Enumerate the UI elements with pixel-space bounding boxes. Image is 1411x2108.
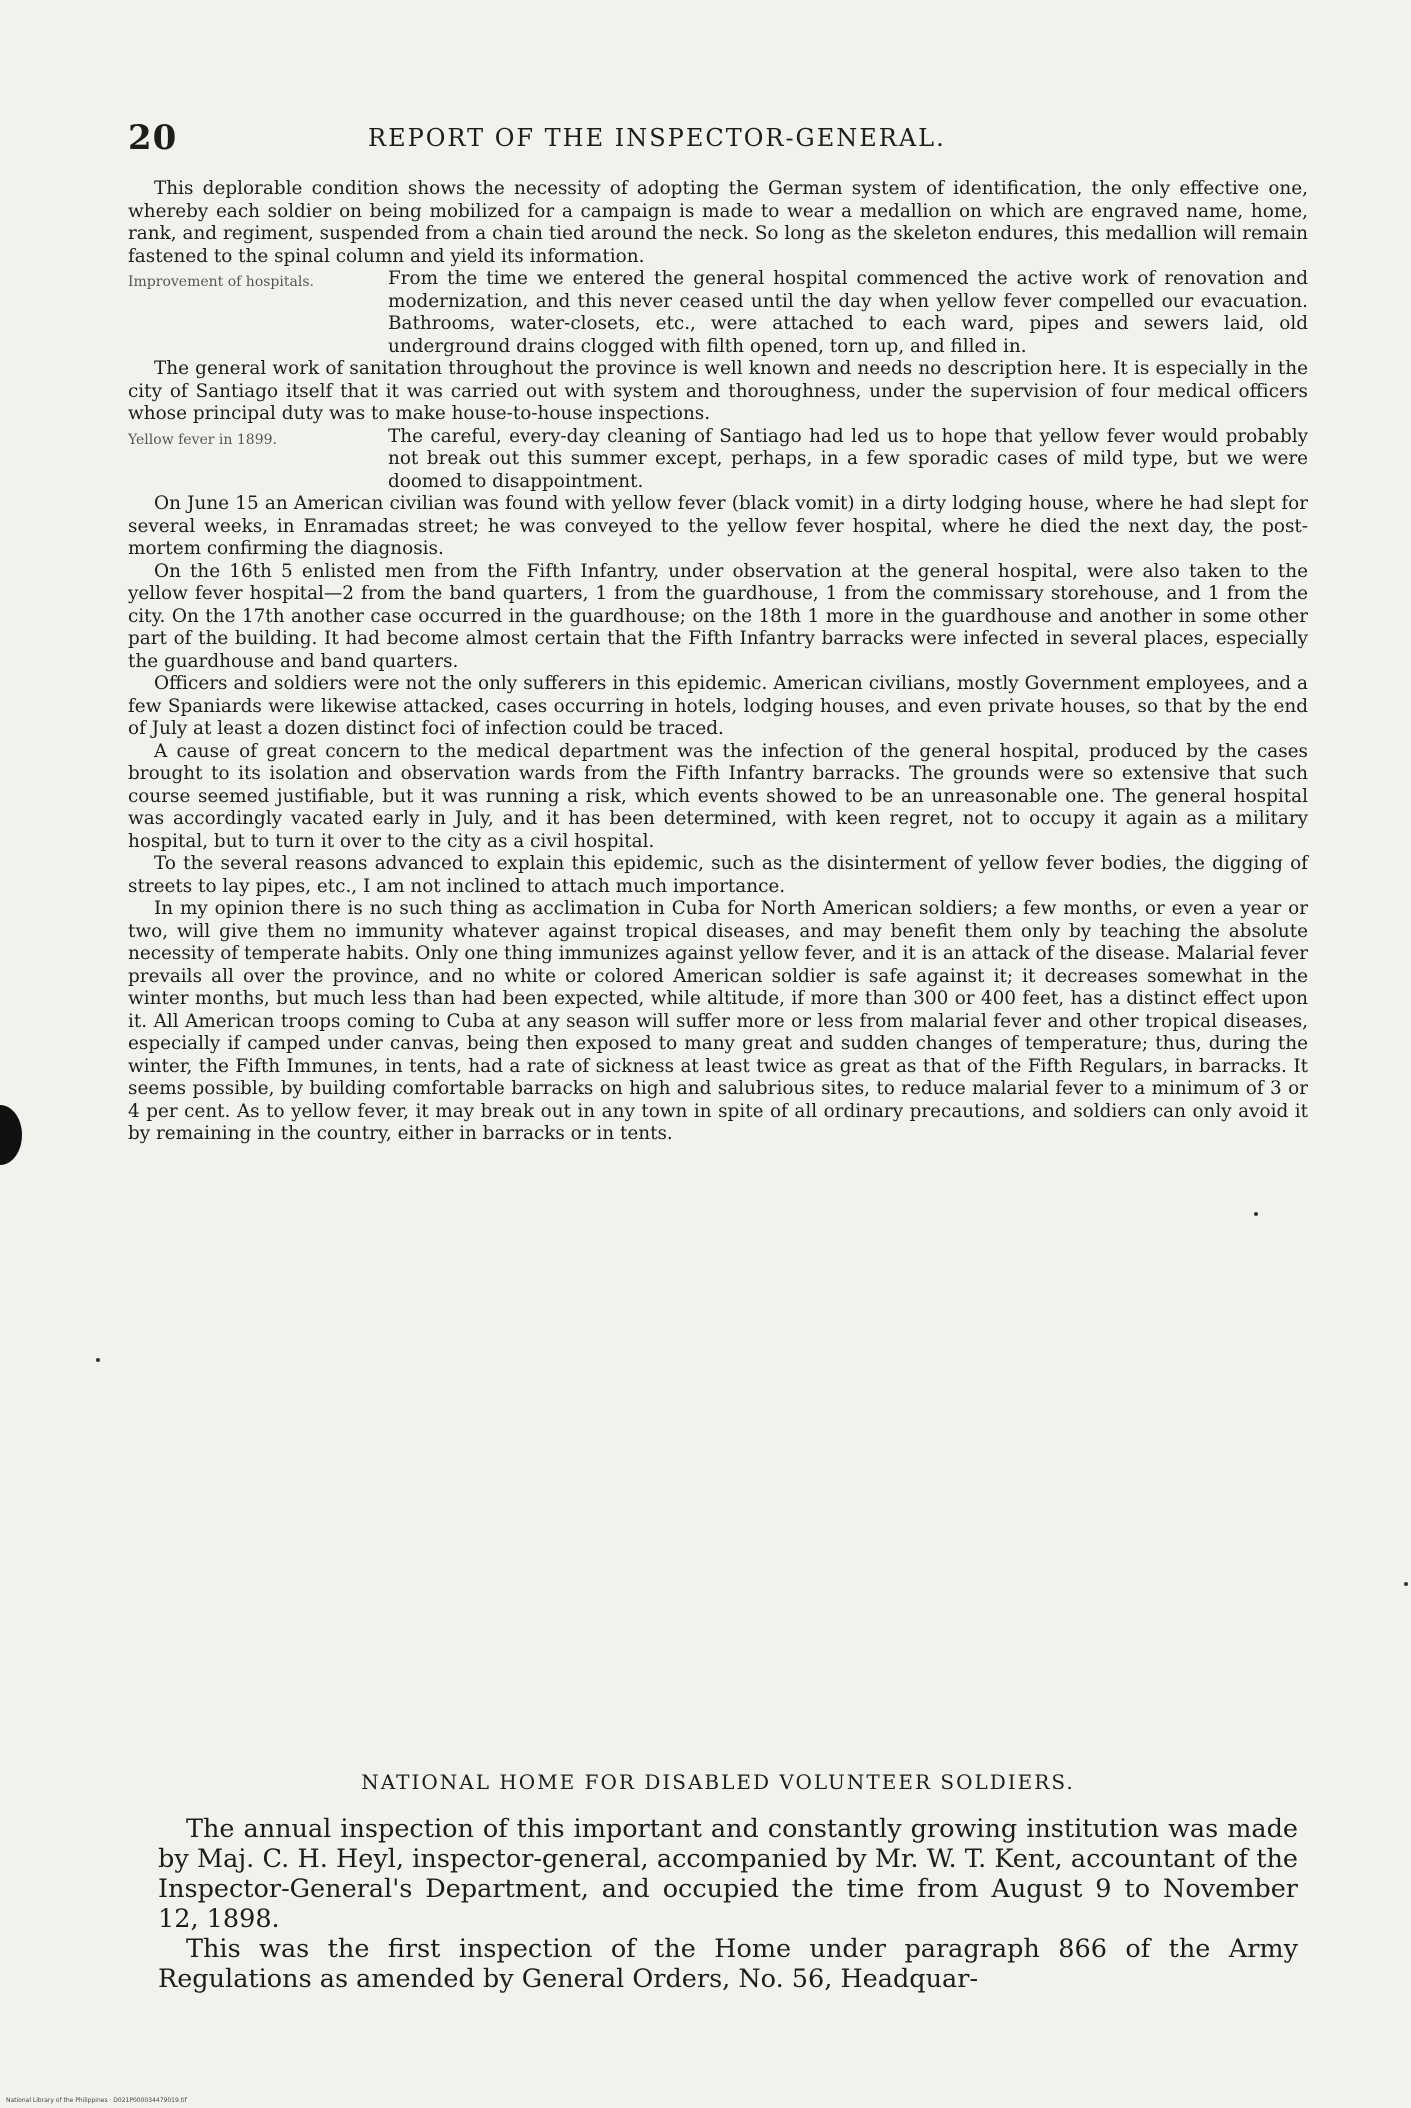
paragraph: Officers and soldiers were not the only sufferers in this epidemic. American civilians, mostly Government employees, and a few Spaniards were likewise attacked, cases occurring in hotels, lodging houses, and even private houses, so that by the end of July at least a dozen distinct foci of infection could be traced.: [128, 673, 1308, 739]
paragraph-with-marginal-note: [128, 268, 1308, 358]
running-head: REPORT OF THE INSPECTOR-GENERAL.: [368, 124, 946, 152]
paragraph: This was the first inspection of the Home under paragraph 866 of the Army Regulations as amended by General Orders, No. 56, Headquar-: [158, 1934, 1298, 1994]
paragraph: A cause of great concern to the medical department was the infection of the general hospital, produced by the cases brought to its isolation and observation wards from the Fifth Infantry barracks. The grounds were so extensive that such course seemed justifiable, but it was running a risk, which events showed to be an unreasonable one. The general hospital was accordingly vacated early in July, and it has been determined, with keen regret, not to occupy it again as a military hospital, but to turn it over to the city as a civil hospital.: [128, 740, 1308, 852]
stray-ink-dot: [1404, 1582, 1408, 1586]
paragraph-text: From the time we entered the general hospital commenced the active work of renovation and modernization, and this never ceased until the day when yellow fever compelled our evacuation. Bathrooms, water-closets, etc., were attached to each ward, pipes and sewers laid, old underground drains clogged with filth opened, torn up, and filled in.: [388, 268, 1308, 357]
paragraph: This deplorable condition shows the necessity of adopting the German system of identification, the only effective one, whereby each soldier on being mobilized for a campaign is made to wear a medallion on which are engraved name, home, rank, and regiment, suspended from a chain tied around the neck. So long as the skeleton endures, this medallion will remain fastened to the spinal column and yield its information.: [128, 178, 1308, 267]
main-text-block: [128, 178, 1308, 1146]
binding-hole-mark: [0, 1105, 22, 1165]
stray-ink-dot: [1254, 1212, 1258, 1216]
paragraph: The annual inspection of this important and constantly growing institution was made by Maj. C. H. Heyl, inspector-general, accompanied by Mr. W. T. Kent, accountant of the Inspector-General's Department, and occupied the time from August 9 to November 12, 1898.: [158, 1814, 1298, 1934]
marginal-note: Improvement of hospitals.: [128, 274, 314, 290]
section-heading: NATIONAL HOME FOR DISABLED VOLUNTEER SOLDIERS.: [361, 1770, 1075, 1794]
paragraph-with-marginal-note: [128, 426, 1308, 494]
section-text-block: [158, 1814, 1298, 1994]
paragraph: On the 16th 5 enlisted men from the Fifth Infantry, under observation at the general hospital, were also taken to the yellow fever hospital—2 from the band quarters, 1 from the guardhouse, 1 from the commissary storehouse, and 1 from the city. On the 17th another case occurred in the guardhouse; on the 18th 1 more in the guardhouse and another in some other part of the building. It had become almost certain that the Fifth Infantry barracks were infected in several places, especially the guardhouse and band quarters.: [128, 560, 1308, 672]
paragraph: On June 15 an American civilian was found with yellow fever (black vomit) in a dirty lodging house, where he had slept for several weeks, in Enramadas street; he was conveyed to the yellow fever hospital, where he died the next day, the post-mortem confirming the diagnosis.: [128, 493, 1308, 559]
stray-ink-dot: [96, 1358, 100, 1362]
page-number: 20: [128, 118, 178, 158]
marginal-note: Yellow fever in 1899.: [128, 431, 277, 448]
paragraph: The general work of sanitation throughout the province is well known and needs no description here. It is especially in the city of Santiago itself that it was carried out with system and thoroughness, under the supervision of four medical officers whose principal duty was to make house-to-house inspections.: [128, 358, 1308, 424]
page-header: [128, 118, 1318, 158]
scan-footer-note: National Library of the Philippines · D021P000034479019.tif: [6, 2097, 187, 2104]
paragraph: To the several reasons advanced to explain this epidemic, such as the disinterment of yellow fever bodies, the digging of streets to lay pipes, etc., I am not inclined to attach much importance.: [128, 853, 1308, 897]
paragraph: In my opinion there is no such thing as acclimation in Cuba for North American soldiers; a few months, or even a year or two, will give them no immunity whatever against tropical diseases, and may benefit them only by teaching the absolute necessity of temperate habits. Only one thing immunizes against yellow fever, and it is an attack of the disease. Malarial fever prevails all over the province, and no white or colored American soldier is safe against it; it decreases somewhat in the winter months, but much less than had been expected, while altitude, if more than 300 or 400 feet, has a distinct effect upon it. All American troops coming to Cuba at any season will suffer more or less from malarial fever and other tropical diseases, especially if camped under canvas, being then exposed to many great and sudden changes of temperature; thus, during the winter, the Fifth Immunes, in tents, had a rate of sickness at least twice as great as that of the Fifth Regulars, in barracks. It seems possible, by building comfortable barracks on high and salubrious sites, to reduce malarial fever to a minimum of 3 or 4 per cent. As to yellow fever, it may break out in any town in spite of all ordinary precautions, and soldiers can only avoid it by remaining in the country, either in barracks or in tents.: [128, 898, 1308, 1144]
paragraph-text: The careful, every-day cleaning of Santiago had led us to hope that yellow fever would probably not break out this summer except, perhaps, in a few sporadic cases of mild type, but we were doomed to disappointment.: [388, 425, 1308, 492]
